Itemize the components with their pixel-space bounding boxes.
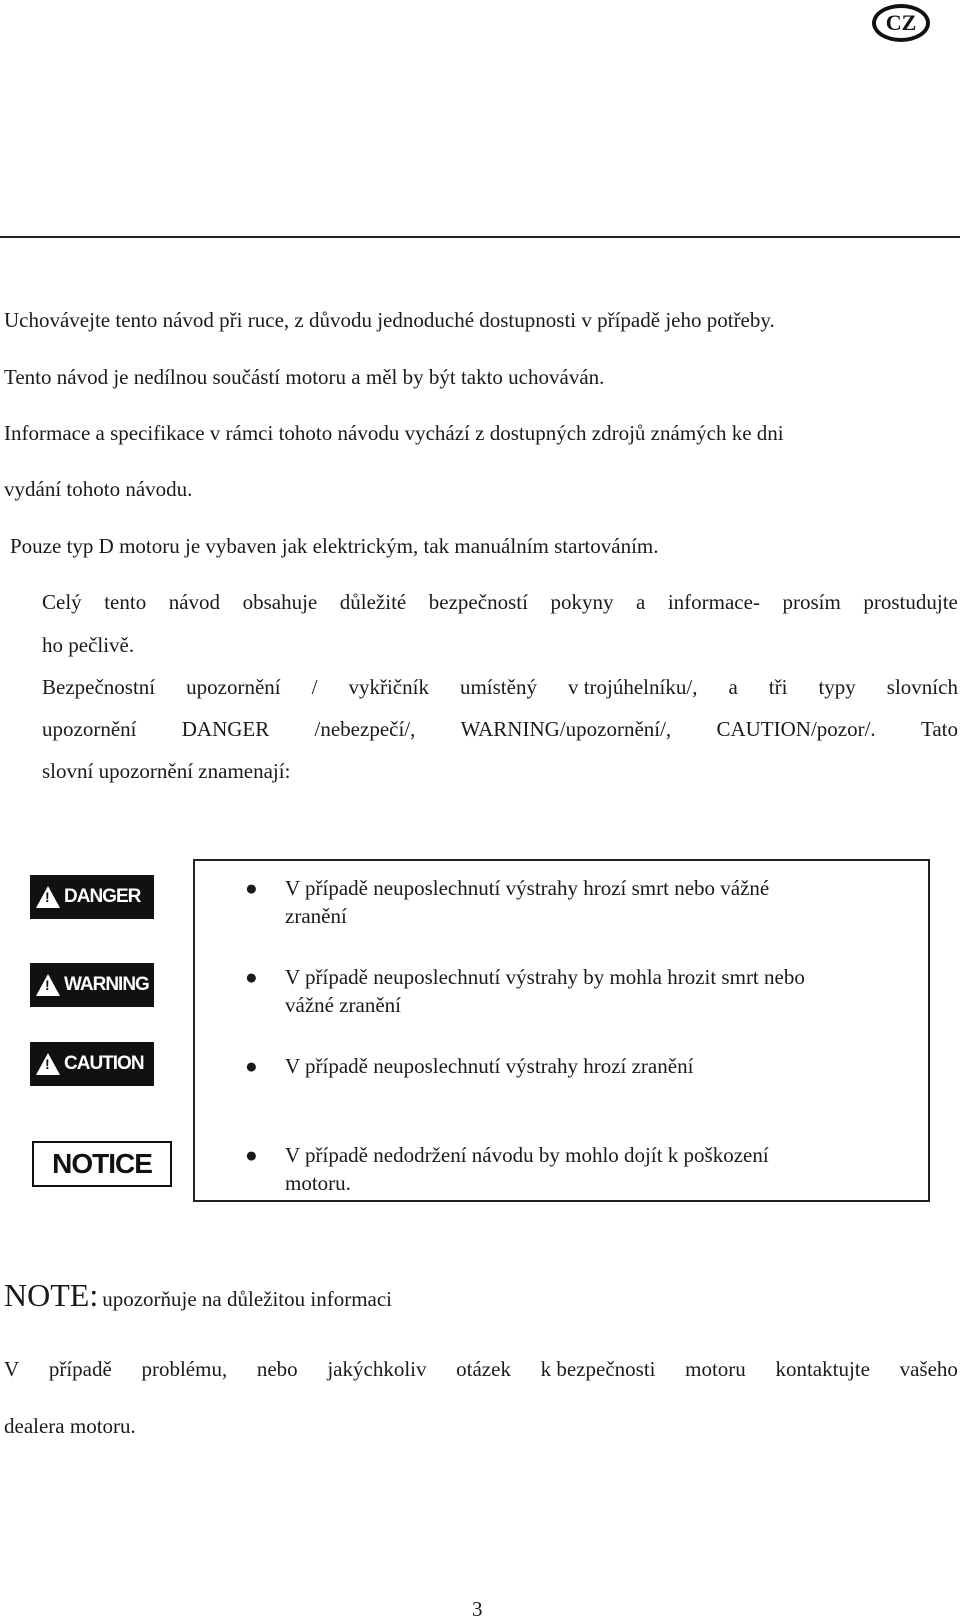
word: bezpečností xyxy=(428,590,528,614)
word: kontaktujte xyxy=(775,1357,870,1381)
word: jakýchkoliv xyxy=(327,1357,427,1381)
word: Tato xyxy=(920,717,958,741)
word: typy xyxy=(818,675,856,699)
legend-item-danger xyxy=(245,874,905,931)
legend-caution-text: V případě neuposlechnutí výstrahy hrozí zranění xyxy=(285,1054,694,1078)
word: upozornění xyxy=(186,675,281,699)
legend-item-notice xyxy=(245,1141,905,1198)
word: vykřičník xyxy=(348,675,429,699)
word: slovních xyxy=(886,675,958,699)
language-badge: CZ xyxy=(872,4,930,42)
intro-line-1: Uchovávejte tento návod při ruce, z důvodu jednoduché dostupnosti v případě jeho potřeby. xyxy=(4,308,775,332)
legend-item-warning xyxy=(245,963,905,1020)
bullet-icon: ● xyxy=(245,1143,258,1167)
word: informace- xyxy=(667,590,760,614)
word: motoru xyxy=(685,1357,746,1381)
word: otázek xyxy=(456,1357,511,1381)
word: důležité xyxy=(339,590,407,614)
legend-warning-text-line-2: vážné zranění xyxy=(285,993,402,1018)
danger-sign-label: DANGER xyxy=(64,886,141,907)
word: a xyxy=(635,590,646,614)
warning-triangle-icon xyxy=(36,1053,60,1075)
word: DANGER xyxy=(181,717,270,741)
word: Bezpečnostní xyxy=(42,675,156,699)
bullet-icon: ● xyxy=(245,876,258,900)
word: nebo xyxy=(256,1357,298,1381)
word: případě xyxy=(48,1357,112,1381)
word: prosím xyxy=(782,590,841,614)
safety-paragraph-2-line-1 xyxy=(42,674,958,700)
caution-sign-label: CAUTION xyxy=(64,1053,144,1074)
intro-line-3: Informace a specifikace v rámci tohoto návodu vychází z dostupných zdrojů známých ke dni xyxy=(4,421,784,445)
word: problému, xyxy=(141,1357,228,1381)
danger-sign xyxy=(30,875,154,919)
word: upozornění xyxy=(42,717,137,741)
word: a xyxy=(728,675,738,699)
word: tento xyxy=(104,590,147,614)
word: / xyxy=(311,675,318,699)
bullet-icon: ● xyxy=(245,1054,258,1078)
notice-sign: NOTICE xyxy=(32,1141,172,1187)
note-heading xyxy=(4,1277,392,1314)
intro-line-5: Pouze typ D motoru je vybaven jak elektrickým, tak manuálním startováním. xyxy=(10,534,659,558)
header-divider xyxy=(0,236,960,238)
signal-word-legend xyxy=(193,859,930,1202)
warning-triangle-icon xyxy=(36,886,60,908)
safety-paragraph-2-line-2 xyxy=(42,716,958,742)
contact-line-1 xyxy=(4,1356,958,1382)
bullet-icon: ● xyxy=(245,965,258,989)
legend-danger-text-line-1: V případě neuposlechnutí výstrahy hrozí smrt nebo vážné xyxy=(285,876,770,900)
safety-paragraph-1-line-1 xyxy=(42,589,958,615)
intro-line-4: vydání tohoto návodu. xyxy=(4,477,193,501)
legend-danger-text-line-2: zranění xyxy=(285,904,347,929)
note-label: NOTE: xyxy=(4,1277,99,1313)
word: tři xyxy=(768,675,788,699)
word: obsahuje xyxy=(242,590,318,614)
word: pokyny xyxy=(550,590,614,614)
legend-item-caution xyxy=(245,1052,905,1080)
legend-warning-text-line-1: V případě neuposlechnutí výstrahy by mohla hrozit smrt nebo xyxy=(285,965,805,989)
word: v trojúhelníku/, xyxy=(567,675,698,699)
safety-paragraph-1-line-2: ho pečlivě. xyxy=(42,633,135,657)
intro-line-2: Tento návod je nedílnou součástí motoru a měl by být takto uchováván. xyxy=(4,365,605,389)
word: umístěný xyxy=(459,675,537,699)
word: /nebezpečí/, xyxy=(314,717,416,741)
word: Celý xyxy=(42,590,82,614)
safety-paragraph-2-line-3: slovní upozornění znamenají: xyxy=(42,759,291,783)
warning-sign-label: WARNING xyxy=(64,974,149,995)
word: k bezpečnosti xyxy=(540,1357,656,1381)
word: vašeho xyxy=(899,1357,958,1381)
legend-notice-text-line-1: V případě nedodržení návodu by mohlo dojít k poškození xyxy=(285,1143,769,1167)
legend-notice-text-line-2: motoru. xyxy=(285,1171,351,1196)
word: V xyxy=(4,1357,20,1381)
word: prostudujte xyxy=(863,590,958,614)
contact-line-2: dealera motoru. xyxy=(4,1414,136,1438)
page-number: 3 xyxy=(472,1597,483,1621)
word: CAUTION/pozor/. xyxy=(716,717,876,741)
warning-sign xyxy=(30,963,154,1007)
word: návod xyxy=(168,590,221,614)
caution-sign xyxy=(30,1042,154,1086)
warning-triangle-icon xyxy=(36,974,60,996)
word: WARNING/upozornění/, xyxy=(460,717,672,741)
note-text: upozorňuje na důležitou informaci xyxy=(102,1287,393,1311)
